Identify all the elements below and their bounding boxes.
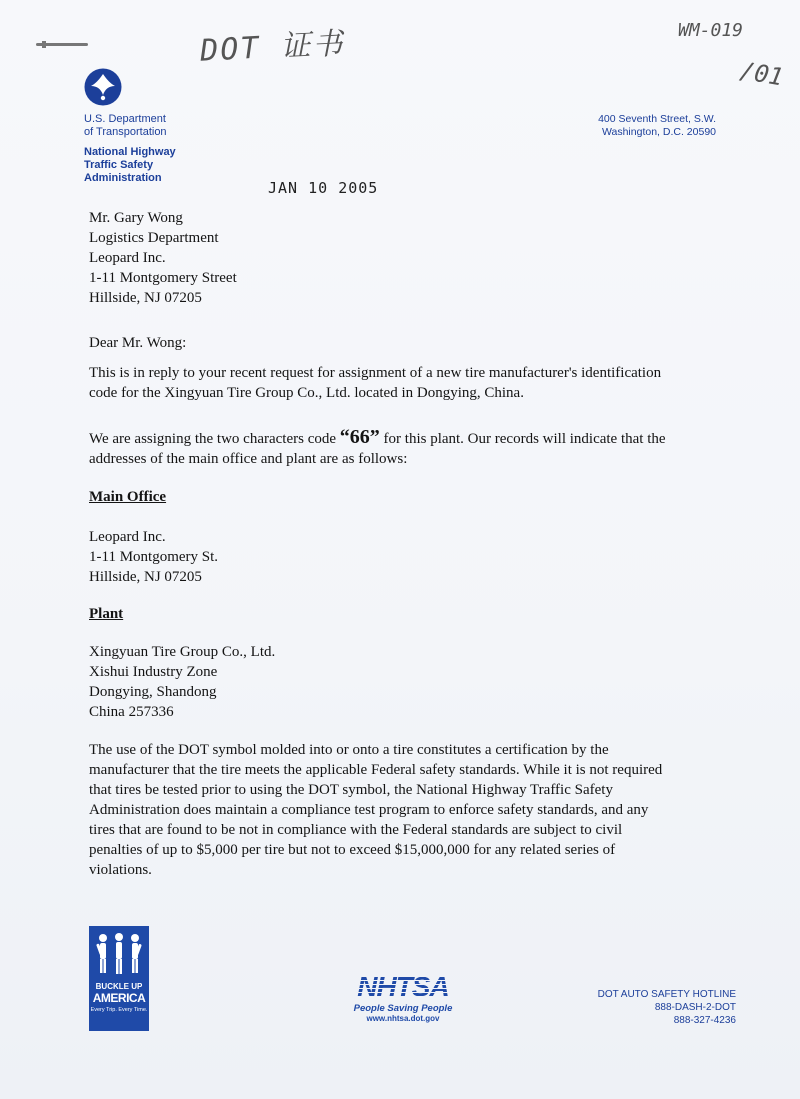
recipient-address: Mr. Gary Wong Logistics Department Leopard Inc. 1-11 Montgomery Street Hillside, NJ 07205 xyxy=(89,210,237,306)
nhtsa-logo xyxy=(348,973,458,1023)
agency-name: National Highway Traffic Safety Administration xyxy=(84,146,176,184)
nhtsa-url: www.nhtsa.dot.gov xyxy=(366,1014,440,1023)
main-office-address: Leopard Inc. 1-11 Montgomery St. Hillside, NJ 07205 xyxy=(89,529,219,585)
handwritten-note: DOT 证书 xyxy=(199,26,346,69)
paragraph-request: This is in reply to your recent request for assignment of a new tire manufacturer's identification code for the Xingyuan Tire Group Co., Ltd. located in Dongying, China. xyxy=(89,365,662,401)
handwritten-reference-sub: /01 xyxy=(737,56,786,92)
assigned-code: “66” xyxy=(339,426,380,448)
date-stamp: JAN 10 2005 xyxy=(268,179,379,197)
main-office-heading: Main Office xyxy=(89,489,167,505)
plant-heading: Plant xyxy=(89,606,124,622)
nhtsa-wordmark: NHTSA xyxy=(348,973,458,1001)
department-name: U.S. Department of Transportation xyxy=(84,113,167,138)
handwritten-reference: WM-019 xyxy=(678,20,744,41)
salutation: Dear Mr. Wong: xyxy=(89,335,187,351)
nhtsa-tagline: People Saving People xyxy=(353,1003,453,1014)
paragraph-dot-symbol: The use of the DOT symbol molded into or onto a tire constitutes a certification by the manufacturer that the tire meets the applicable Federal safety standards. While it is not required that tires be tested prior to using the DOT symbol, the National Highway Traffic Safety Administration does maintain a compliance test program to enforce safety standards, and any tires that are found to be not in compliance with the Federal standards are subject to civil penalties of up to $5,000 per tire but not to exceed $15,000,000 for any related series of violations. xyxy=(89,742,663,878)
buckle-up-america-logo: BUCKLE UP AMERICA Every Trip. Every Time. xyxy=(89,926,149,1031)
safety-hotline: DOT AUTO SAFETY HOTLINE 888-DASH-2-DOT 888-327-4236 xyxy=(597,989,736,1026)
pen-mark xyxy=(36,43,88,46)
plant-address: Xingyuan Tire Group Co., Ltd. Xishui Industry Zone Dongying, Shandong China 257336 xyxy=(89,644,276,720)
dot-logo-icon xyxy=(84,68,122,106)
paragraph-code-assignment: We are assigning the two characters code “66” for this plant. Our records will indicate that the addresses of the main office and plant are as follows: xyxy=(89,426,666,467)
letterhead-address: 400 Seventh Street, S.W. Washington, D.C. 20590 xyxy=(598,113,716,138)
people-figures-icon xyxy=(93,930,145,980)
